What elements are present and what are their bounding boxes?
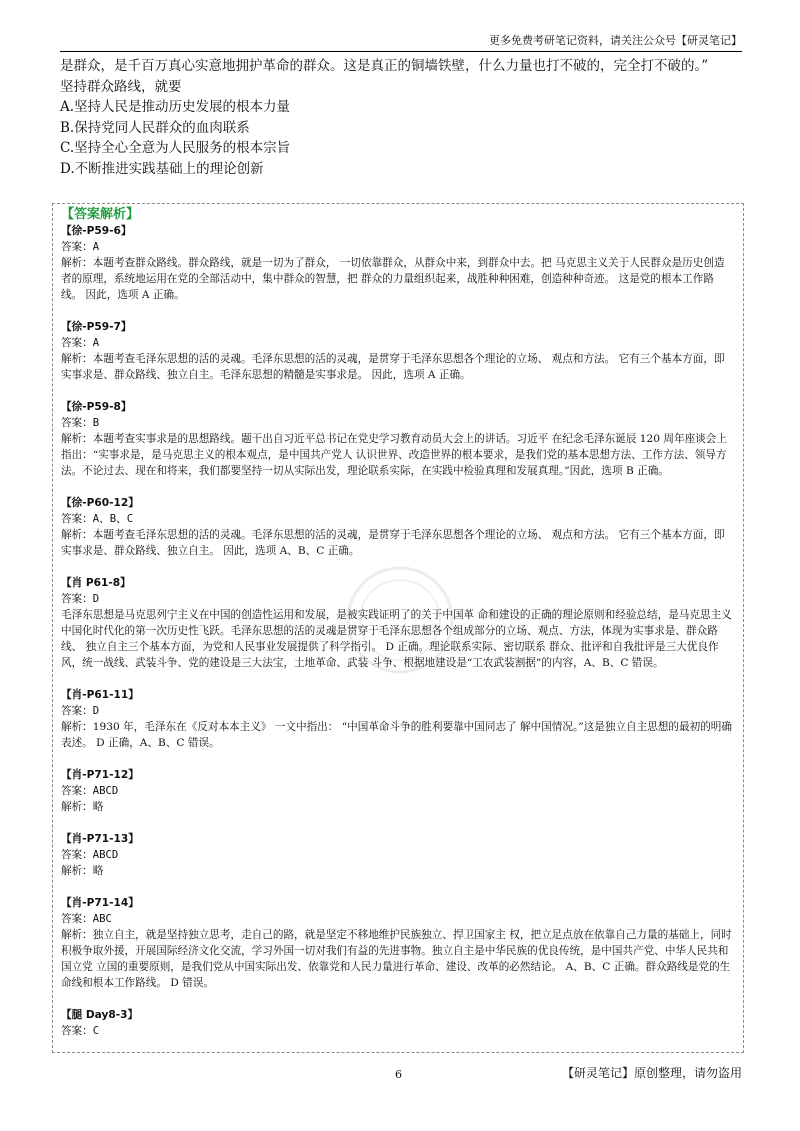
question-block <box>60 56 750 179</box>
answer-analysis-box <box>52 203 744 1053</box>
entry-answer: 答案：D <box>61 705 100 717</box>
entry-analysis: 解析：本题考查毛泽东思想的活的灵魂。毛泽东思想的活的灵魂，是贯穿于毛泽东思想各个理论的立场、 观点和方法。 它有三个基本方面，即实事求是、群众路线、独立自主。毛泽东思想的精髓是实事求是。 因此，选项 A 正确。 <box>61 353 725 381</box>
answer-entry <box>61 1007 735 1039</box>
entry-analysis: 解析：略 <box>61 801 104 813</box>
entry-answer: 答案：D <box>61 593 100 605</box>
entry-answer: 答案：A <box>61 337 100 349</box>
footer-note: 【研灵笔记】原创整理，请勿盗用 <box>561 1066 742 1080</box>
entry-answer: 答案：B <box>61 417 100 429</box>
entry-label: 【肖-P71-14】 <box>61 897 139 909</box>
entry-label: 【腿 Day8-3】 <box>61 1009 139 1021</box>
entry-label: 【肖-P71-13】 <box>61 833 139 845</box>
answer-entry <box>61 575 735 671</box>
entry-answer: 答案：ABC <box>61 913 112 925</box>
entry-answer: 答案：ABCD <box>61 785 119 797</box>
page-header: 更多免费考研笔记资料，请关注公众号【研灵笔记】 <box>60 33 742 52</box>
entry-label: 【肖-P61-11】 <box>61 689 139 701</box>
answer-entry <box>61 223 735 303</box>
entry-analysis: 解析：1930 年，毛泽东在《反对本本主义》 一文中指出： “中国革命斗争的胜利要靠中国同志了 解中国情况。”这是独立自主思想的最初的明确表述。 D 正确，A、B、C 错误。 <box>61 721 732 749</box>
answer-entry <box>61 767 735 815</box>
entry-label: 【徐-P59-6】 <box>61 225 132 237</box>
entry-analysis: 解析：略 <box>61 865 104 877</box>
entry-answer: 答案：ABCD <box>61 849 119 861</box>
answer-section-title: 【答案解析】 <box>61 207 140 222</box>
entry-answer: 答案：C <box>61 1025 100 1037</box>
answer-entry <box>61 895 735 991</box>
page-number: 6 <box>395 1068 402 1081</box>
option-c: C.坚持全心全意为人民服务的根本宗旨 <box>60 140 291 156</box>
answer-entry <box>61 687 735 751</box>
option-d: D.不断推进实践基础上的理论创新 <box>60 160 264 177</box>
entry-analysis: 解析：本题考查毛泽东思想的活的灵魂。毛泽东思想的活的灵魂，是贯穿于毛泽东思想各个理论的立场、 观点和方法。 它有三个基本方面，即实事求是、群众路线、独立自主。 因此，选项 A、B、C 正确。 <box>61 529 725 557</box>
option-a: A.坚持人民是推动历史发展的根本力量 <box>60 99 291 115</box>
question-line: 坚持群众路线，就要 <box>60 78 182 95</box>
entry-label: 【肖 P61-8】 <box>61 577 131 589</box>
answer-entry <box>61 319 735 383</box>
entry-answer: 答案：A <box>61 241 100 253</box>
entry-analysis: 毛泽东思想是马克思列宁主义在中国的创造性运用和发展，是被实践证明了的关于中国革 命和建设的正确的理论原则和经验总结，是马克思主义中国化时代化的第一次历史性飞跃。毛泽东思想的活的灵魂是贯穿于毛泽东思想各个组成部分的立场、观点、方法，体现为实事求是、群众路线、 独立自主三个基本方面，为党和人民事业发展提供了科学指引。 D 正确。理论联系实际、密切联系 群众、批评和自我批评是三大优良作风，统一战线、武装斗争、党的建设是三大法宝，土地革命、武装 斗争、根据地建设是“工农武装割据”的内容，A、B、C 错误。 <box>61 609 732 669</box>
entry-analysis: 解析：独立自主，就是坚持独立思考，走自己的路，就是坚定不移地维护民族独立、捍卫国家主 权，把立足点放在依靠自己力量的基础上，同时积极争取外援，开展国际经济文化交流，学习外国一切对我们有益的先进事物。独立自主是中华民族的优良传统，是中国共产党、中华人民共和国立党 立国的重要原则，是我们党从中国实际出发、依靠党和人民力量进行革命、建设、改革的必然结论。 A、B、C 正确。群众路线是党的生命线和根本工作路线。 D 错误。 <box>61 929 732 989</box>
answer-entry <box>61 399 735 479</box>
entry-label: 【徐-P59-7】 <box>61 321 132 333</box>
answer-entry <box>61 831 735 879</box>
answer-entry <box>61 495 735 559</box>
entry-analysis: 解析：本题考查群众路线。群众路线，就是一切为了群众， 一切依靠群众，从群众中来，到群众中去。把 马克思主义关于人民群众是历史创造者的原理，系统地运用在党的全部活动中，集中群众的智慧，把 群众的力量组织起来，战胜种种困难，创造种种奇迹。 这是党的根本工作路线。 因此，选项 A 正确。 <box>61 257 725 301</box>
entry-answer: 答案：A、B、C <box>61 513 134 525</box>
entry-label: 【徐-P59-8】 <box>61 401 132 413</box>
entry-label: 【徐-P60-12】 <box>61 497 139 509</box>
question-line: 是群众，是千百万真心实意地拥护革命的群众。这是真正的铜墙铁壁，什么力量也打不破的，完全打不破的。” <box>60 58 709 74</box>
entry-analysis: 解析：本题考查实事求是的思想路线。题干出自习近平总书记在党史学习教育动员大会上的讲话。习近平 在纪念毛泽东诞辰 120 周年座谈会上指出：“实事求是，是马克思主义的根本观点，是中国共产党人 认识世界、改造世界的根本要求，是我们党的基本思想方法、工作方法、领导方法。不论过去、现在和将来，我们都要坚持一切从实际出发，理论联系实际，在实践中检验真理和发展真理。”因此，选项 B 正确。 <box>61 433 727 477</box>
option-b: B.保持党同人民群众的血肉联系 <box>60 119 250 136</box>
entry-label: 【肖-P71-12】 <box>61 769 139 781</box>
